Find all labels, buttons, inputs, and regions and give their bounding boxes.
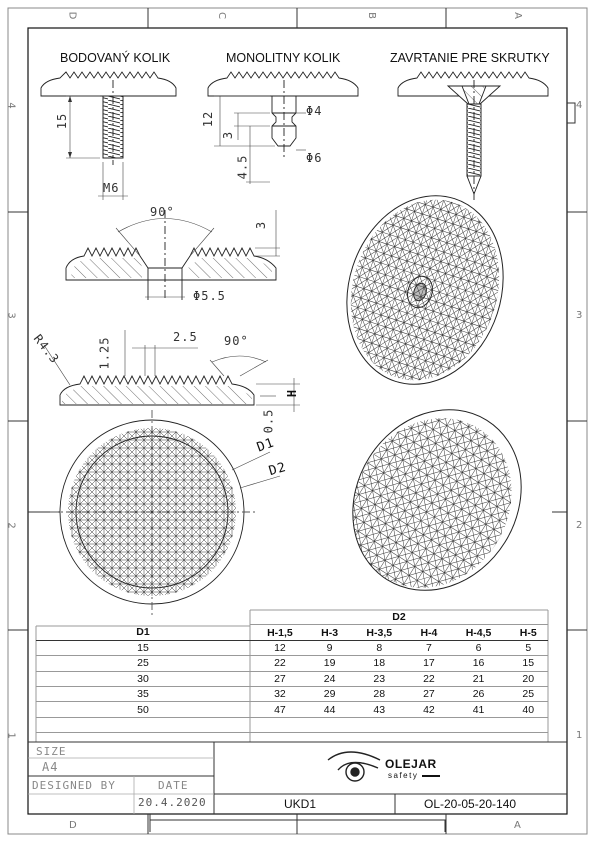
table-cell: 26 [449,686,509,701]
table-cell: 12 [250,640,310,655]
table-cell-d1: 50 [36,702,250,717]
dim-angle-90-bottom: 90° [224,334,249,348]
table-cell-d1: 35 [36,686,250,701]
zone-label-right-3: 3 [576,310,583,321]
table-group-header: D2 [250,610,548,625]
dim-25: 2.5 [173,330,198,344]
table-cell: 40 [509,702,549,717]
dim-125: 1.25 [97,336,112,370]
zone-label-right-4: 4 [576,100,583,111]
zone-label-left-1: 1 [5,732,17,739]
table-cell-d1: 25 [36,656,250,671]
dim-mono-45: 4.5 [235,154,250,180]
table-row [36,702,548,717]
monolitny-kolik-title: MONOLITNY KOLIK [226,51,341,65]
table-cell: 6 [449,640,509,655]
dimension-table [36,610,548,733]
table-cell: 15 [509,656,549,671]
table-cell: 41 [449,702,509,717]
dim-mono-12: 12 [201,110,216,128]
table-row [36,640,548,655]
table-cell: 23 [349,671,409,686]
dim-bod-height: 15 [55,112,70,130]
iso-disk-lower [319,378,554,622]
table-cell: 16 [449,656,509,671]
cross-section-bottom [60,376,254,405]
dim-d1: D1 [254,435,277,456]
table-cell: 44 [310,702,349,717]
dim-mono-phi6: Φ6 [306,151,323,165]
table-cell: 20 [509,671,549,686]
table-h-header: H-5 [509,625,549,640]
size-label: SIZE [36,745,67,758]
zavrtanie-title: ZAVRTANIE PRE SKRUTKY [390,51,550,65]
zone-label-right-1: 1 [576,730,583,741]
table-cell: 25 [509,686,549,701]
table-cell: 43 [349,702,409,717]
table-cell: 7 [409,640,448,655]
table-h-header: H-3,5 [349,625,409,640]
table-cell: 27 [250,671,310,686]
table-cell: 8 [349,640,409,655]
table-h-header: H-3 [310,625,349,640]
knurl-grid-flat [56,416,256,616]
table-row [36,671,548,686]
table-cell: 22 [409,671,448,686]
part-name: UKD1 [284,797,317,811]
dim-h: H [285,388,300,398]
olejar-eye-icon [328,752,380,781]
zavrtanie-drawing [398,72,548,200]
table-row-empty [36,717,548,732]
zone-label-top-b: B [365,12,377,19]
logo-underline [422,775,440,777]
part-number: OL-20-05-20-140 [424,797,517,811]
table-cell-d1: 30 [36,671,250,686]
date-label: DATE [158,779,189,792]
zone-label-top-d: D [66,11,78,20]
table-corner [36,610,250,625]
dim-d2: D2 [267,459,289,480]
monolitny-kolik-drawing [208,72,358,160]
dim-05: 0.5 [261,408,276,434]
logo-name: OLEJAR [385,757,437,771]
dim-bod-thread: M6 [103,181,120,195]
zone-label-right-2: 2 [576,520,583,531]
table-cell: 24 [310,671,349,686]
table-cell: 47 [250,702,310,717]
dim-mono-3: 3 [221,130,236,140]
bodovany-kolik-title: BODOVANÝ KOLIK [60,51,171,65]
zone-label-left-2: 2 [5,522,17,529]
zone-label-bottom-a: A [514,820,521,831]
table-row [36,686,548,701]
table-row [36,656,548,671]
table-h-header: H-4,5 [449,625,509,640]
zone-label-top-c: C [215,12,227,19]
table-cell: 29 [310,686,349,701]
table-cell: 22 [250,656,310,671]
table-cell: 17 [409,656,448,671]
table-h-header: H-4 [409,625,448,640]
zone-label-top-a: A [511,12,523,19]
zone-label-left-4: 4 [5,102,17,109]
date-value: 20.4.2020 [138,796,207,809]
dim-r43: R4.3 [30,331,63,367]
monolitny-dimension-lines [214,96,306,184]
table-cell: 9 [310,640,349,655]
knurl-grid-iso-upper [292,144,561,442]
dim-mono-phi4: Φ4 [306,104,323,118]
table-cell: 5 [509,640,549,655]
zone-label-left-3: 3 [5,312,17,319]
dim-phi55: Φ5.5 [193,289,226,303]
designed-by-label: DESIGNED BY [32,779,116,792]
table-cell: 18 [349,656,409,671]
table-cell: 32 [250,686,310,701]
table-d1-header: D1 [36,625,250,640]
cross-section-top [66,210,276,300]
size-value: A4 [42,760,59,774]
table-cell-d1: 15 [36,640,250,655]
dim-angle-90-top: 90° [150,205,175,219]
dim-section-3: 3 [254,220,269,230]
table-cell: 28 [349,686,409,701]
zone-label-bottom-d: D [69,820,77,831]
table-cell: 27 [409,686,448,701]
table-cell: 21 [449,671,509,686]
table-h-header: H-1,5 [250,625,310,640]
logo-sub: safety [388,771,419,780]
table-cell: 19 [310,656,349,671]
table-cell: 42 [409,702,448,717]
